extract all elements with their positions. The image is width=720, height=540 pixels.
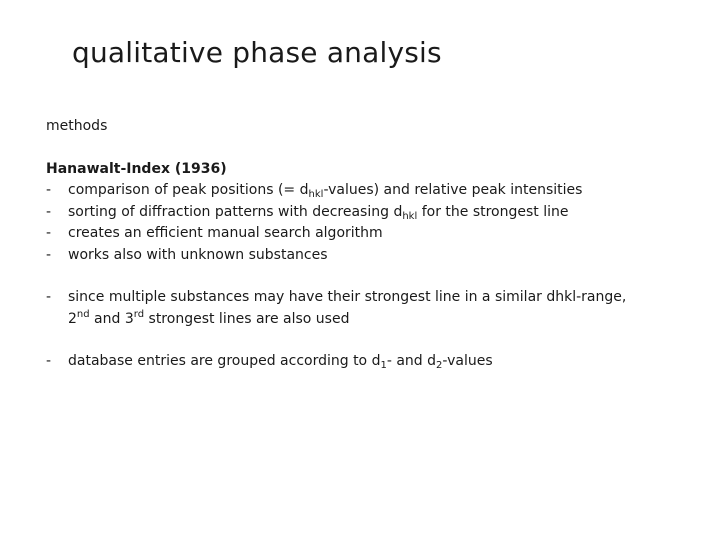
spacer — [46, 330, 686, 351]
bullet-text-pre: comparison of peak positions (= d — [68, 182, 309, 198]
note-strongest-lines — [46, 287, 686, 330]
ordinal-2: 2 — [68, 310, 77, 327]
hanawalt-heading: Hanawalt-Index (1936) — [46, 160, 227, 177]
bullet-text — [68, 180, 686, 202]
bullet-text-post: -values) and relative peak intensities — [323, 182, 583, 198]
subscript-1: 1 — [380, 360, 387, 371]
bullet-text — [68, 202, 686, 224]
bullet-dash: - — [46, 289, 52, 305]
note2-post: -values — [442, 353, 493, 369]
spacer — [46, 266, 686, 287]
slide-title: qualitative phase analysis — [72, 36, 442, 69]
superscript-rd: rd — [133, 308, 145, 320]
note-line-1: since multiple substances may have their strongest line in a similar dhkl-range, — [68, 289, 627, 305]
bullet-text — [68, 351, 686, 373]
bullet-dash: - — [46, 203, 52, 220]
methods-label: methods — [46, 118, 108, 134]
superscript-nd: nd — [76, 308, 90, 320]
ordinal-3: 3 — [124, 310, 134, 327]
bullet-text — [68, 287, 686, 330]
bullet-sorting — [46, 202, 686, 224]
subscript-hkl: hkl — [308, 189, 324, 200]
bullet-text: creates an efficient manual search algorithm — [68, 225, 383, 241]
bullet-text: works also with unknown substances — [68, 246, 328, 263]
note-database-grouping — [46, 351, 686, 373]
slide-body — [46, 116, 686, 373]
subscript-hkl: hkl — [402, 210, 418, 222]
note2-mid: - and d — [386, 353, 437, 369]
bullet-dash: - — [46, 246, 52, 263]
subscript-2: 2 — [436, 360, 443, 371]
bullet-unknown-substances — [46, 245, 686, 267]
bullet-peak-comparison — [46, 180, 686, 202]
note-rest: strongest lines are also used — [144, 310, 350, 327]
bullet-dash: - — [46, 353, 52, 369]
bullet-text-pre: sorting of diffraction patterns with decreasing d — [68, 203, 403, 220]
note-and: and — [89, 310, 125, 327]
bullet-search-algorithm — [46, 223, 686, 245]
bullet-text-post: for the strongest line — [417, 203, 569, 220]
bullet-dash: - — [46, 182, 52, 198]
note2-pre: database entries are grouped according to d — [68, 353, 381, 369]
bullet-dash: - — [46, 225, 52, 241]
